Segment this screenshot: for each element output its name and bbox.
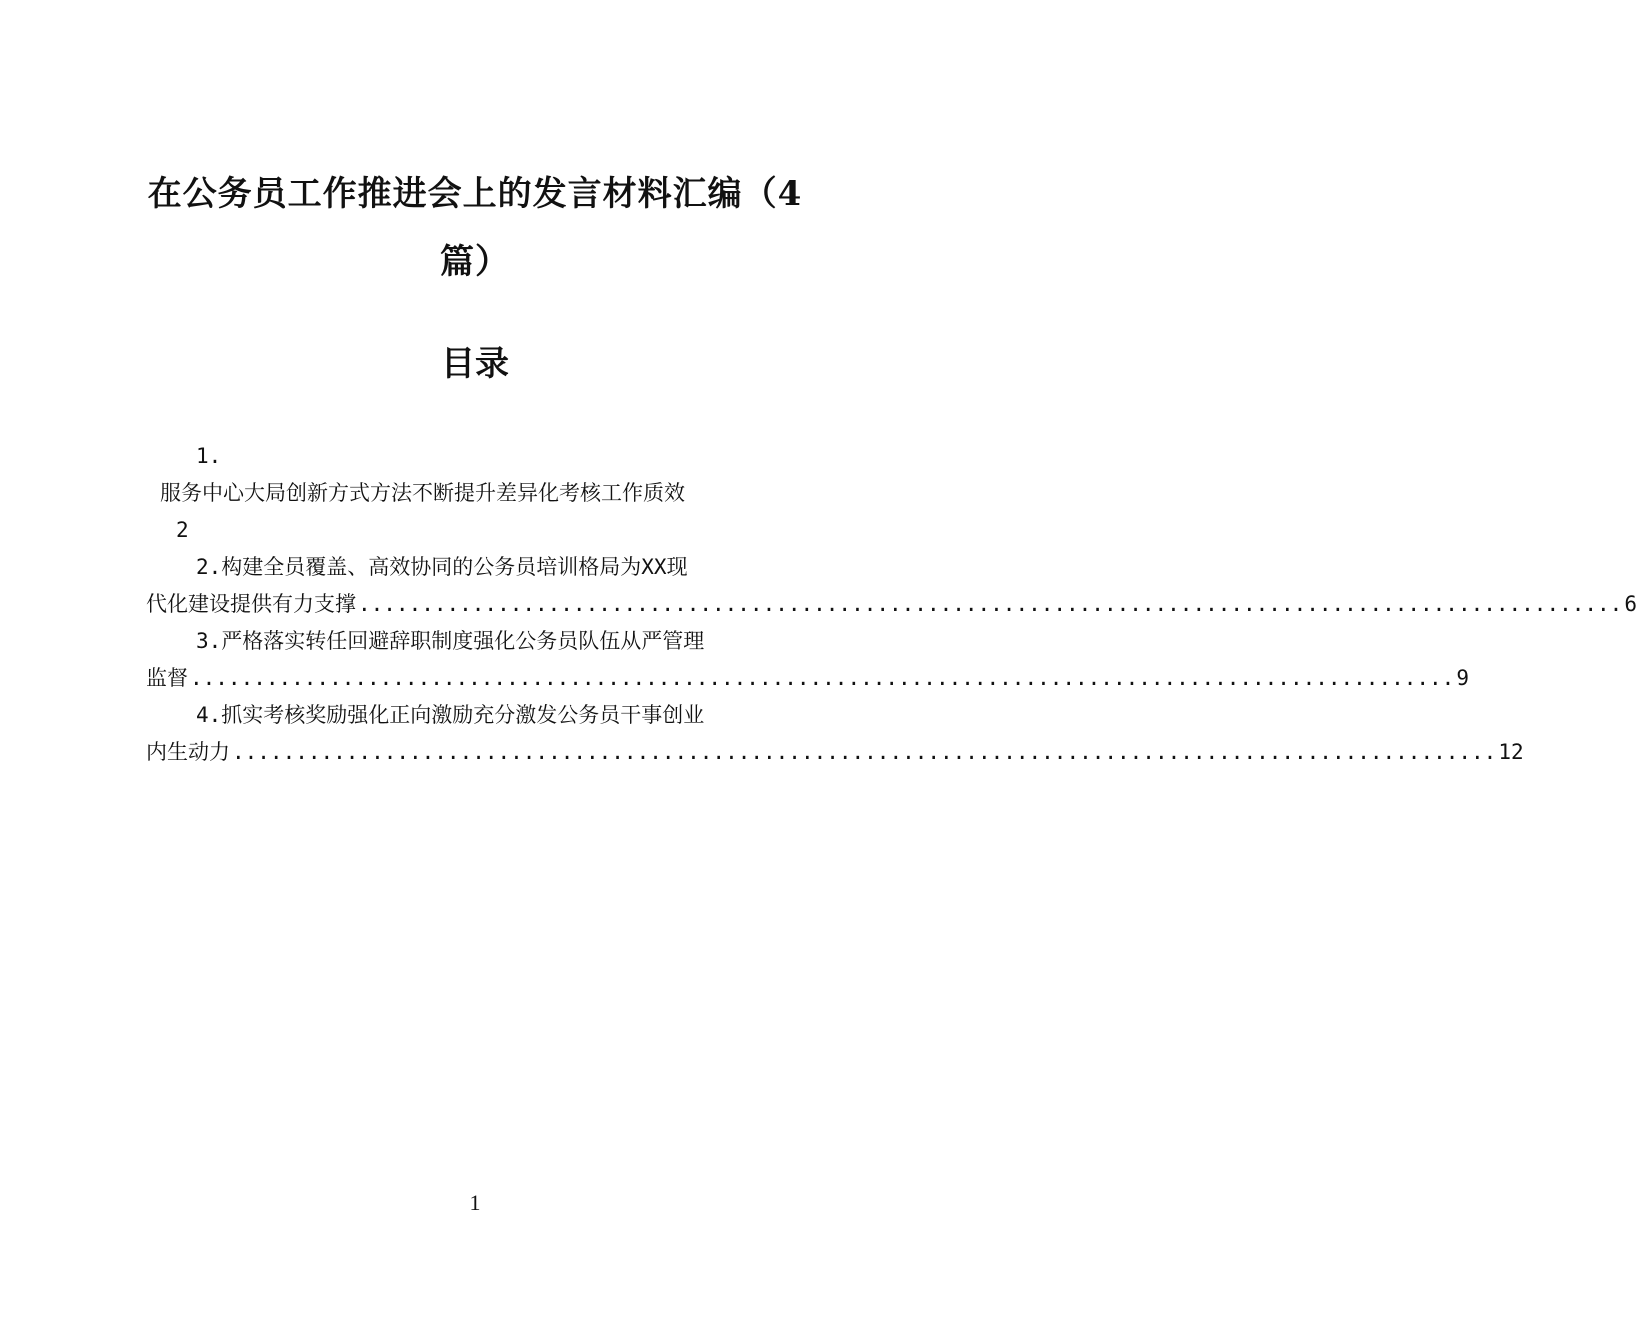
toc-item-4[interactable] — [146, 697, 1524, 771]
toc-leader-dots: .................................................................................................... — [232, 740, 1497, 764]
toc-item-2-page: 6 — [1624, 592, 1637, 616]
toc-item-3-title-line1: 3.严格落实转任回避辞职制度强化公务员队伍从严管理 — [196, 629, 705, 653]
page-number: 1 — [469, 1190, 481, 1215]
toc-item-1[interactable] — [146, 438, 806, 549]
toc-item-2[interactable] — [146, 549, 1637, 623]
toc-item-1-title — [146, 475, 806, 512]
toc-item-1-title-text: 服务中心大局创新方式方法不断提升差异化考核工作质效 — [160, 481, 685, 505]
toc-item-4-page: 12 — [1498, 740, 1524, 764]
toc-heading: 目录 — [441, 344, 509, 384]
toc-item-4-title-line2-text: 内生动力 — [146, 740, 230, 764]
toc-item-3-title-line2-text: 监督 — [146, 666, 188, 690]
document-title — [140, 160, 810, 296]
toc-item-1-number: 1. — [196, 444, 222, 468]
toc-item-3[interactable] — [146, 623, 1469, 697]
toc-item-4-title-line1: 4.抓实考核奖励强化正向激励充分激发公务员干事创业 — [196, 703, 705, 727]
table-of-contents — [146, 438, 1637, 771]
toc-item-4-title-line2 — [146, 734, 1524, 771]
document-title-line1: 在公务员工作推进会上的发言材料汇编（4 — [147, 174, 803, 214]
toc-leader-dots: .................................................................................................... — [190, 666, 1455, 690]
toc-item-3-page: 9 — [1456, 666, 1469, 690]
toc-item-2-title-line1: 2.构建全员覆盖、高效协同的公务员培训格局为XX现 — [196, 555, 688, 579]
toc-item-2-title-line2-text: 代化建设提供有力支撑 — [146, 592, 356, 616]
toc-leader-dots: .................................................................................................... — [358, 592, 1623, 616]
toc-item-2-title-line2 — [146, 586, 1637, 623]
toc-item-3-title-line2 — [146, 660, 1469, 697]
toc-item-1-page: 2 — [176, 518, 189, 542]
document-title-line2: 篇） — [440, 242, 510, 282]
